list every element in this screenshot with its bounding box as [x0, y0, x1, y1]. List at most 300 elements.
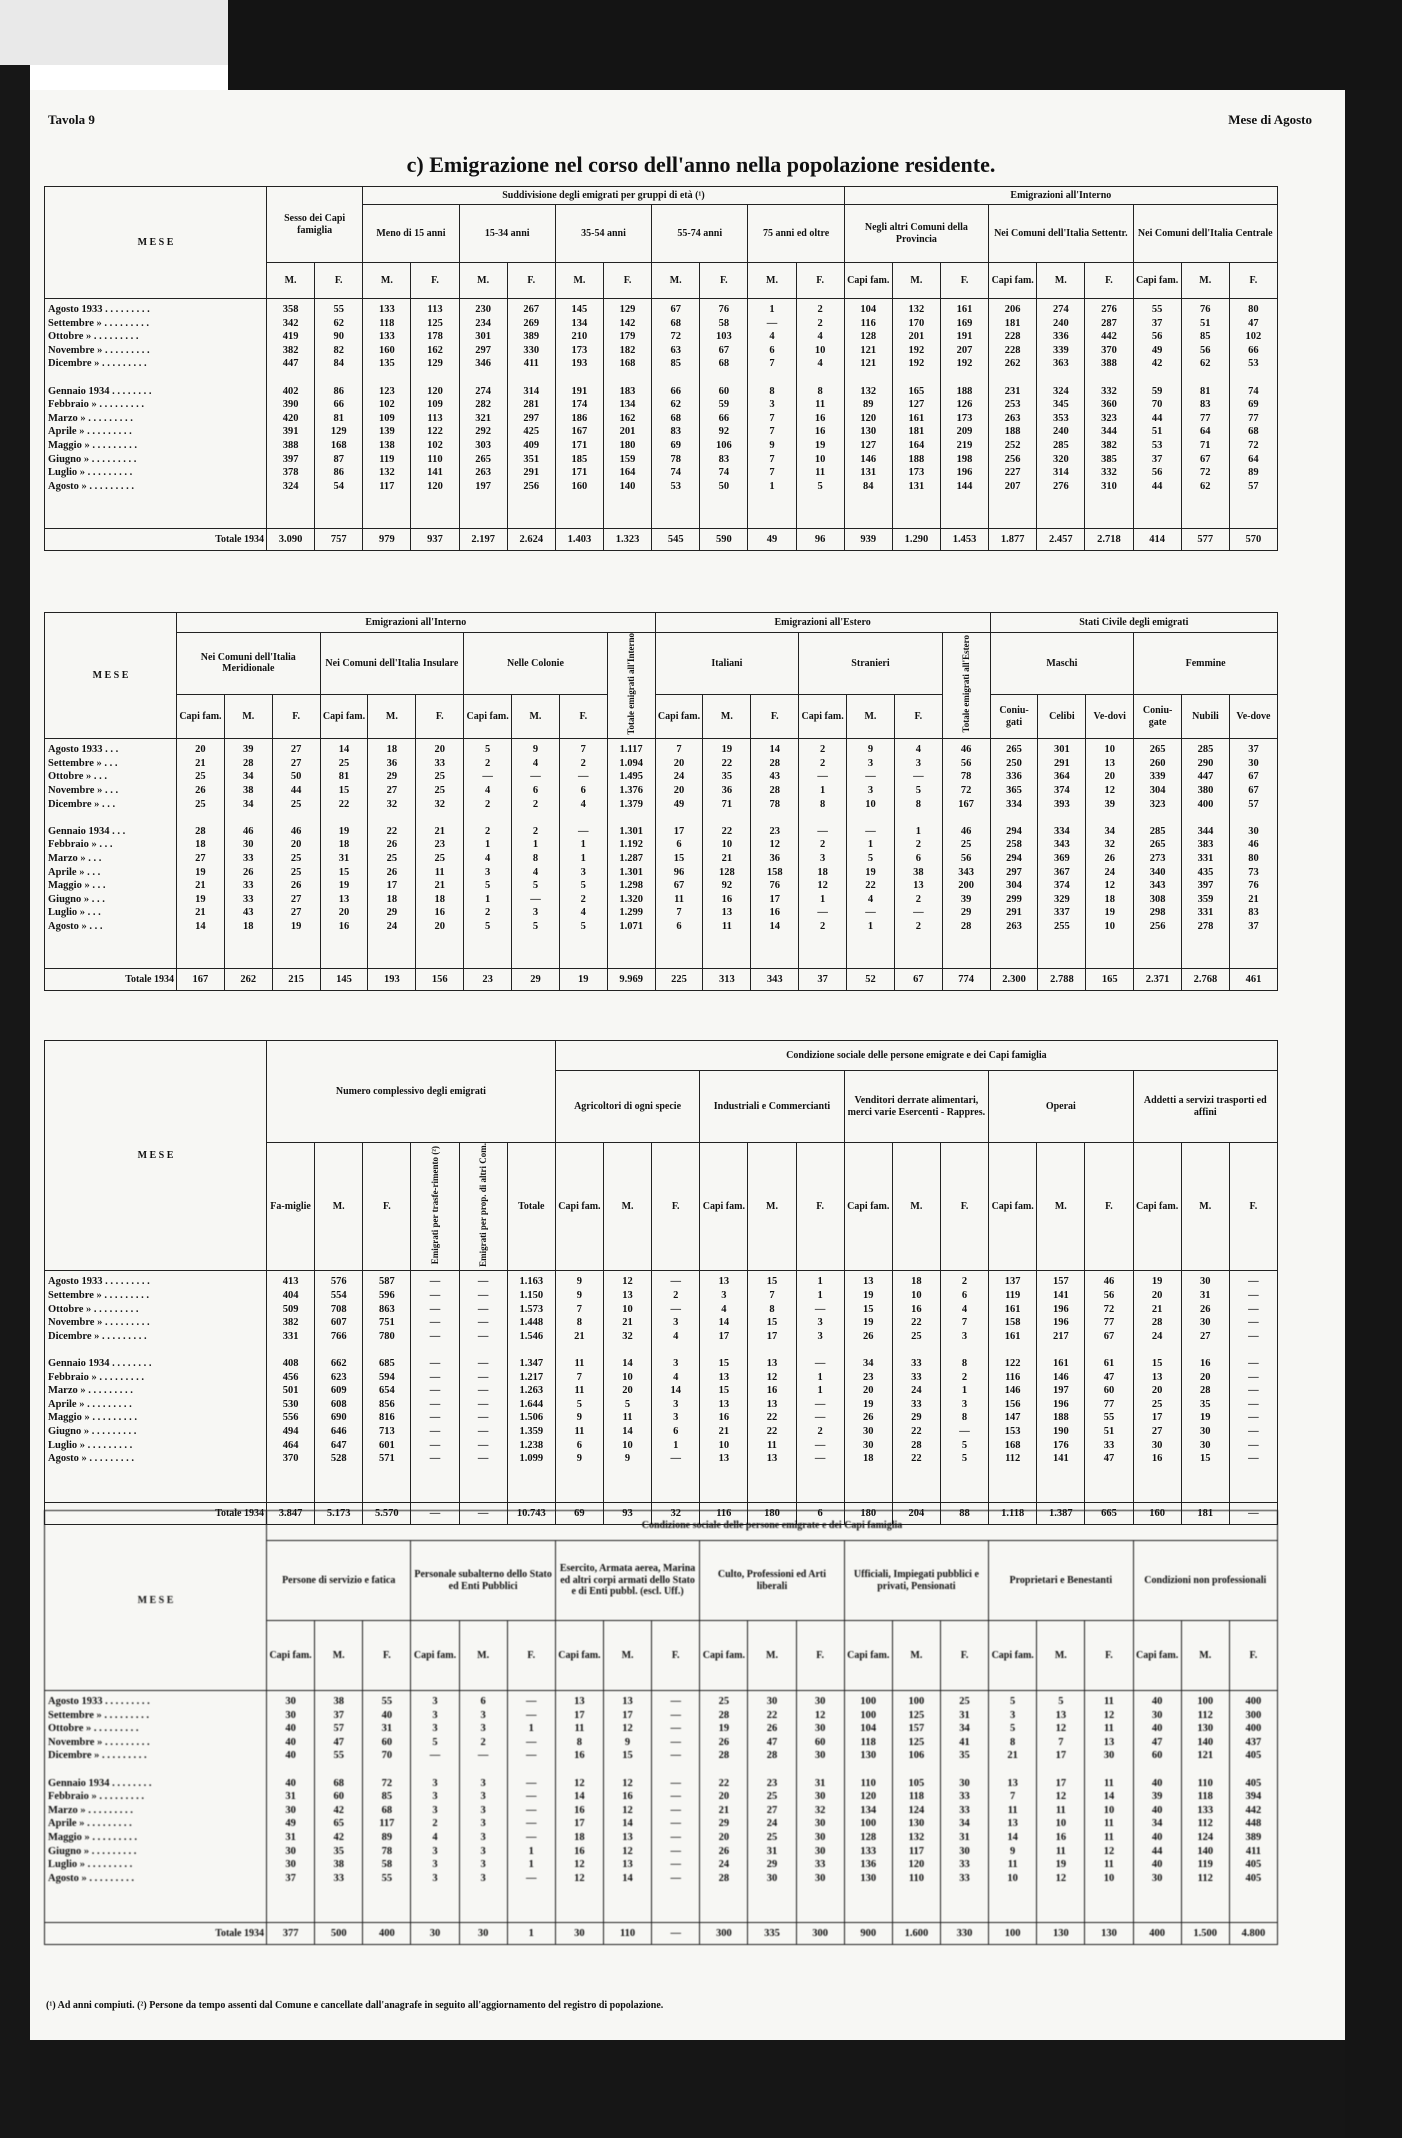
total-cell: 377: [267, 1923, 315, 1945]
data-column: 55 62 90 82 84 86 66 81 129 168 87 86 54: [315, 299, 363, 529]
total-cell: 500: [315, 1923, 363, 1945]
total-cell: 335: [748, 1923, 796, 1945]
col-f: F.: [272, 694, 320, 738]
data-column: 40 30 40 47 60 40 39 40 34 40 44 40 30: [1133, 1691, 1181, 1923]
col-capi: Capi fam.: [1133, 1621, 1181, 1691]
col-f: F.: [411, 263, 459, 299]
owners-header: Proprietari e Benestanti: [989, 1541, 1133, 1621]
col-capi: Capi fam.: [464, 694, 512, 738]
total-cell: 167: [177, 969, 225, 991]
col-capi: Capi fam.: [844, 263, 892, 299]
col-f: F.: [1229, 1143, 1277, 1271]
dest-province: Negli altri Comuni della Provincia: [844, 205, 988, 263]
table-age-groups: [44, 186, 1278, 551]
scan-border-right: [1345, 90, 1402, 2138]
total-cell: 2.788: [1038, 969, 1086, 991]
data-column: 80 47 102 66 53 74 69 77 68 72 64 89 57: [1229, 299, 1277, 529]
total-row: [45, 529, 1278, 551]
data-column: 76 51 85 56 62 81 83 77 64 71 67 72 62: [1181, 299, 1229, 529]
col-m: M.: [1037, 1143, 1085, 1271]
col-m: M.: [1181, 1621, 1229, 1691]
data-column: 285 290 447 380 400 344 383 331 435 397 359 331 278: [1182, 739, 1230, 969]
month-header: Mese di Agosto: [1228, 112, 1312, 127]
data-column: 4 3 — 5 8 1 2 6 38 13 2 — 2: [894, 739, 942, 969]
data-column: 76 58 103 67 68 60 59 66 92 106 83 74 50: [700, 299, 748, 529]
data-column: 358 342 419 382 447 402 390 420 391 388 397 378 324: [267, 299, 315, 529]
data-column: 15 7 8 15 17 13 12 16 13 22 22 11 13: [748, 1271, 796, 1503]
col-f: F.: [796, 1143, 844, 1271]
data-row: [45, 739, 1278, 969]
dest-colonies: Nelle Colonie: [464, 633, 608, 695]
total-cell: 939: [844, 529, 892, 551]
col-capi: Capi fam.: [411, 1621, 459, 1691]
dest-south: Nei Comuni dell'Italia Meridionale: [177, 633, 321, 695]
nonprofessional-header: Condizioni non professionali: [1133, 1541, 1277, 1621]
data-column: 576 554 708 607 766 662 623 609 608 690 646 647 528: [315, 1271, 363, 1503]
professions-header: Culto, Professioni ed Arti liberali: [700, 1541, 844, 1621]
data-column: — — — — — — — — — — — — —: [1229, 1271, 1277, 1503]
total-cell: 400: [1133, 1923, 1181, 1945]
data-column: 6 3 3 2 — 3 3 3 3 3 3 3 3: [459, 1691, 507, 1923]
total-cell: 313: [703, 969, 751, 991]
total-cell: 2.768: [1182, 969, 1230, 991]
total-cell: 570: [1229, 529, 1277, 551]
total-cell: 3.090: [267, 529, 315, 551]
industrialists-header: Industriali e Commercianti: [700, 1071, 844, 1143]
total-cell: 2.718: [1085, 529, 1133, 551]
total-cell: 110: [603, 1923, 651, 1945]
col-m: M.: [703, 694, 751, 738]
col-f: F.: [363, 1621, 411, 1691]
mese-header: M E S E: [45, 1511, 267, 1691]
col-capi: Capi fam.: [267, 1621, 315, 1691]
data-column: 13 17 11 8 16 12 14 16 17 18 16 12 12: [555, 1691, 603, 1923]
col-capi: Capi fam.: [555, 1621, 603, 1691]
col-f: F.: [652, 1621, 700, 1691]
total-cell: 32: [652, 1503, 700, 1525]
col-married: Coniu-gati: [990, 694, 1038, 738]
total-cell: 30: [459, 1923, 507, 1945]
total-cell: 1.877: [989, 529, 1037, 551]
col-f: F.: [1085, 1621, 1133, 1691]
data-column: 19 22 35 36 71 22 10 21 128 92 16 13 11: [703, 739, 751, 969]
data-column: 2 2 — 1 8 — 2 3 18 12 1 — 2: [799, 739, 847, 969]
total-cell: 2.300: [990, 969, 1038, 991]
total-cell: 757: [315, 529, 363, 551]
total-cell: 1.290: [892, 529, 940, 551]
total-cell: 300: [796, 1923, 844, 1945]
mese-header: M E S E: [45, 613, 177, 739]
total-cell: 181: [1181, 1503, 1229, 1525]
col-f: F.: [940, 1143, 988, 1271]
col-f: F.: [940, 263, 988, 299]
col-m: M.: [459, 1621, 507, 1691]
total-cell: 145: [320, 969, 368, 991]
data-column: 18 10 16 22 25 33 33 24 33 29 22 28 22: [892, 1271, 940, 1503]
col-capi: Capi fam.: [844, 1143, 892, 1271]
data-column: 13 17 12 9 15 12 16 12 14 13 12 13 14: [603, 1691, 651, 1923]
col-capi: Capi fam.: [989, 1143, 1037, 1271]
col-m: M.: [555, 263, 603, 299]
farmers-header: Agricoltori di ogni specie: [555, 1071, 699, 1143]
data-column: 13 3 4 14 17 15 13 15 13 16 21 10 13: [700, 1271, 748, 1503]
col-m: M.: [1181, 263, 1229, 299]
col-f: F.: [559, 694, 607, 738]
total-cell: 414: [1133, 529, 1181, 551]
data-column: 161 169 191 207 192 188 126 173 209 219 198 196 144: [940, 299, 988, 529]
col-m: M.: [892, 1143, 940, 1271]
data-column: 46 56 78 72 167 46 25 56 343 200 39 29 28: [942, 739, 990, 969]
total-cell: 979: [363, 529, 411, 551]
foreign-emigration-header: Emigrazioni all'Estero: [655, 613, 990, 633]
total-cell: 1.403: [555, 529, 603, 551]
total-cell: 156: [416, 969, 464, 991]
data-column: 265 250 336 365 334 294 258 294 297 304 299 291 263: [990, 739, 1038, 969]
total-cell: 665: [1085, 1503, 1133, 1525]
col-widowed: Ve-dovi: [1086, 694, 1134, 738]
total-cell: 1.387: [1037, 1503, 1085, 1525]
col-m: M.: [748, 1143, 796, 1271]
total-cell: 180: [748, 1503, 796, 1525]
data-column: 20 21 25 26 25 28 18 27 19 21 19 21 14: [177, 739, 225, 969]
col-f: F.: [796, 263, 844, 299]
total-foreign-header: [942, 633, 990, 739]
col-capi: Capi fam.: [177, 694, 225, 738]
data-column: 46 56 72 77 67 61 47 60 77 55 51 33 47: [1085, 1271, 1133, 1503]
total-cell: 130: [1037, 1923, 1085, 1945]
data-row: [45, 1271, 1278, 1503]
total-cell: 6: [796, 1503, 844, 1525]
data-column: 37 30 67 67 57 30 46 80 73 76 21 83 37: [1229, 739, 1277, 969]
col-f: F.: [894, 694, 942, 738]
scan-border-top: [228, 0, 1402, 90]
internal-emigration-header: Emigrazioni all'Interno: [844, 187, 1277, 205]
col-f: F.: [1229, 263, 1277, 299]
total-emigrants-header: Numero complessivo degli emigrati: [267, 1041, 556, 1143]
col-capi: Capi fam.: [700, 1143, 748, 1271]
total-cell: 3.847: [267, 1503, 315, 1525]
total-cell: 461: [1229, 969, 1277, 991]
month-labels: Agosto 1933 . . . . . . . . . Settembre » . . . . . . . . . Ottobre » . . . . . . . . . Novembre » . . . . . . . . . Dicembre » . . . . . . . . . Gennaio 1934 . . . . . . . . Febbraio » . . . . . . . . . Marzo » . . . . . . . . . Aprile » . . . . . . . . . Maggio » . . . . . . . . . Giugno » . . . . . . . . . Luglio » . . . . . . . . . Agosto » . . . . . . . . .: [45, 1271, 267, 1503]
data-column: 10 13 20 12 39 34 32 26 24 12 18 19 10: [1086, 739, 1134, 969]
social-condition-header: Condizione sociale delle persone emigrate e dei Capi famiglia: [555, 1041, 1277, 1071]
total-cell: 1.453: [940, 529, 988, 551]
col-f: F.: [940, 1621, 988, 1691]
total-label: Totale 1934: [45, 1923, 267, 1945]
data-column: 132 170 201 192 192 165 127 161 181 164 188 173 131: [892, 299, 940, 529]
data-column: 5 13 12 7 17 17 12 11 10 16 11 19 12: [1037, 1691, 1085, 1923]
total-cell: 577: [1181, 529, 1229, 551]
total-cell: 900: [844, 1923, 892, 1945]
col-m: M.: [1037, 1621, 1085, 1691]
table-destinations-civil-status: [44, 612, 1278, 991]
data-column: 67 68 72 63 85 66 62 68 83 69 78 74 53: [652, 299, 700, 529]
sub-header-row: [45, 694, 1278, 738]
data-column: 25 28 19 26 28 22 20 21 29 20 26 24 28: [700, 1691, 748, 1923]
total-cell: 160: [1133, 1503, 1181, 1525]
col-m: M.: [892, 263, 940, 299]
total-cell: 225: [655, 969, 703, 991]
col-m: M.: [368, 694, 416, 738]
proposal-label: Emigrati per prop. di altri Com.: [477, 1143, 488, 1267]
italians-header: Italiani: [655, 633, 799, 695]
total-cell: 262: [224, 969, 272, 991]
data-column: — — — — — — — — — — — — —: [652, 1691, 700, 1923]
data-column: 14 25 81 15 22 19 18 31 15 19 13 20 16: [320, 739, 368, 969]
col-capi: Capi fam.: [1133, 1143, 1181, 1271]
col-proposal: [459, 1143, 507, 1271]
total-cell: 88: [940, 1503, 988, 1525]
col-capi: Capi fam.: [320, 694, 368, 738]
col-m: M.: [363, 263, 411, 299]
age-15-34: 15-34 anni: [459, 205, 555, 263]
total-cell: 10.743: [507, 1503, 555, 1525]
sex-header: Sesso dei Capi famiglia: [267, 187, 363, 263]
total-cell: 30: [555, 1923, 603, 1945]
footnotes: (¹) Ad anni compiuti. (²) Persone da tempo assenti dal Comune e cancellate dall'anagrafe in seguito all'aggiornamento del registro di popolazione.: [46, 2000, 664, 2011]
total-cell: 5.570: [363, 1503, 411, 1525]
data-column: 206 181 228 228 262 231 253 263 188 252 256 227 207: [989, 299, 1037, 529]
total-cell: 1: [507, 1923, 555, 1945]
total-internal-label: Totale emigrati all'Interno: [625, 633, 636, 735]
data-column: 274 240 336 339 363 324 345 353 240 285 320 314 276: [1037, 299, 1085, 529]
data-column: 413 404 509 382 331 408 456 501 530 556 494 464 370: [267, 1271, 315, 1503]
data-column: 3 3 3 5 — 3 3 3 2 4 3 3 3: [411, 1691, 459, 1923]
data-column: 100 125 157 125 106 105 118 124 130 132 117 120 110: [892, 1691, 940, 1923]
data-column: 27 27 50 44 25 46 20 25 25 26 27 27 19: [272, 739, 320, 969]
col-f: F.: [796, 1621, 844, 1691]
total-cell: 545: [652, 529, 700, 551]
scan-border-left: [0, 65, 30, 2138]
col-capi: Capi fam.: [989, 263, 1037, 299]
data-column: 7 20 24 20 49 17 6 15 96 67 11 7 6: [655, 739, 703, 969]
transfer-label: Emigrati per trasfe-rimento (²): [429, 1145, 440, 1265]
data-column: 230 234 301 297 346 274 282 321 292 303 265 263 197: [459, 299, 507, 529]
col-married-f: Coniu-gate: [1134, 694, 1182, 738]
dest-islands: Nei Comuni dell'Italia Insulare: [320, 633, 464, 695]
col-capi: Capi fam.: [655, 694, 703, 738]
civil-status-header: Stati Civile degli emigrati: [990, 613, 1277, 633]
total-cell: 116: [700, 1503, 748, 1525]
data-column: 30 30 40 40 40 40 31 30 49 31 30 30 37: [267, 1691, 315, 1923]
data-column: 55 40 31 60 70 72 85 68 117 89 78 58 55: [363, 1691, 411, 1923]
data-column: 30 22 26 47 28 23 25 27 24 25 31 29 30: [748, 1691, 796, 1923]
col-m: M.: [267, 263, 315, 299]
data-column: 39 28 34 38 34 46 30 33 26 33 33 43 18: [224, 739, 272, 969]
total-cell: 69: [555, 1503, 603, 1525]
total-cell: 96: [796, 529, 844, 551]
col-f: F.: [363, 1143, 411, 1271]
total-cell: —: [459, 1503, 507, 1525]
total-cell: 37: [799, 969, 847, 991]
transport-header: Addetti a servizi trasporti ed affini: [1133, 1071, 1277, 1143]
total-label: Totale 1934: [45, 1503, 267, 1525]
data-column: 14 28 43 28 78 23 12 36 158 76 17 16 14: [751, 739, 799, 969]
total-cell: 100: [989, 1923, 1037, 1945]
col-m: M.: [748, 263, 796, 299]
total-cell: 29: [512, 969, 560, 991]
dest-central: Nei Comuni dell'Italia Centrale: [1133, 205, 1277, 263]
col-f: F.: [315, 263, 363, 299]
col-widowed-f: Ve-dove: [1229, 694, 1277, 738]
col-f: F.: [652, 1143, 700, 1271]
data-column: 5 2 — 4 2 2 1 4 3 5 1 2 5: [464, 739, 512, 969]
data-column: 1.117 1.094 1.495 1.376 1.379 1.301 1.192 1.287 1.301 1.298 1.320 1.299 1.071: [607, 739, 655, 969]
col-m: M.: [1181, 1143, 1229, 1271]
data-column: 104 116 128 121 121 132 89 120 130 127 146 131 84: [844, 299, 892, 529]
total-cell: 330: [940, 1923, 988, 1945]
col-capi: Capi fam.: [989, 1621, 1037, 1691]
month-labels: Agosto 1933 . . . Settembre » . . . Ottobre » . . . Novembre » . . . Dicembre » . . . Gennaio 1934 . . . Febbraio » . . . Marzo » . . . Aprile » . . . Maggio » . . . Giugno » . . . Luglio » . . . Agosto » . . .: [45, 739, 177, 969]
internal-emigration-header: Emigrazioni all'Interno: [177, 613, 656, 633]
data-column: — 2 — 3 4 3 4 14 3 3 6 1 —: [652, 1271, 700, 1503]
col-m: M.: [1037, 263, 1085, 299]
total-cell: 2.457: [1037, 529, 1085, 551]
data-column: — — — — — — — — — — — — —: [459, 1271, 507, 1503]
col-m: M.: [748, 1621, 796, 1691]
total-cell: 19: [559, 969, 607, 991]
col-m: M.: [603, 1143, 651, 1271]
col-m: M.: [603, 1621, 651, 1691]
scan-margin-top-left: [0, 0, 228, 65]
total-cell: 130: [1085, 1923, 1133, 1945]
sellers-header: Venditori derrate alimentari, merci varie Esercenti - Rappres.: [844, 1071, 988, 1143]
total-cell: 193: [368, 969, 416, 991]
mese-header: M E S E: [45, 187, 267, 299]
col-f: F.: [700, 263, 748, 299]
social-condition-header: Condizione sociale delle persone emigrate e dei Capi famiglia: [267, 1511, 1278, 1541]
total-internal-header: [607, 633, 655, 739]
army-header: Esercito, Armata aerea, Marina ed altri corpi armati dello Stato e di Enti pubbl. (escl. Uff.): [555, 1541, 699, 1621]
data-column: 133 118 133 160 135 123 102 109 139 138 119 132 117: [363, 299, 411, 529]
col-f: F.: [603, 263, 651, 299]
data-column: 18 36 29 27 32 22 26 25 26 17 18 29 24: [368, 739, 416, 969]
total-cell: 5.173: [315, 1503, 363, 1525]
officials-header: Ufficiali, Impiegati pubblici e privati, Pensionati: [844, 1541, 988, 1621]
subaltern-header: Personale subalterno dello Stato ed Enti Pubblici: [411, 1541, 555, 1621]
age-35-54: 35-54 anni: [555, 205, 651, 263]
data-row: [45, 1691, 1278, 1923]
total-foreign-label: Totale emigrati all'Estero: [961, 635, 971, 733]
data-column: 19 20 21 28 24 15 13 20 25 17 27 30 16: [1133, 1271, 1181, 1503]
total-cell: 215: [272, 969, 320, 991]
data-row: [45, 299, 1278, 529]
col-m: M.: [459, 263, 507, 299]
total-cell: 590: [700, 529, 748, 551]
col-m: M.: [224, 694, 272, 738]
col-m: M.: [652, 263, 700, 299]
col-total: Totale: [507, 1143, 555, 1271]
col-capi: Capi fam.: [799, 694, 847, 738]
col-capi: Capi fam.: [844, 1621, 892, 1691]
col-single-f: Nubili: [1182, 694, 1230, 738]
data-column: 30 31 26 30 27 16 20 28 35 19 30 30 15: [1181, 1271, 1229, 1503]
data-column: 7 2 — 6 4 — 1 1 3 5 2 4 5: [559, 739, 607, 969]
total-cell: —: [652, 1923, 700, 1945]
data-column: 1 1 — 3 3 — 1 1 — — 2 — —: [796, 1271, 844, 1503]
col-f: F.: [1085, 263, 1133, 299]
data-column: 9 3 — 3 10 — 1 5 19 22 4 — 1: [847, 739, 895, 969]
col-f: F.: [507, 263, 555, 299]
data-column: 9 4 — 6 2 2 1 8 4 5 — 3 5: [512, 739, 560, 969]
data-column: 276 287 442 370 388 332 360 323 344 382 385 332 310: [1085, 299, 1133, 529]
data-column: — — — — — — — — — — — — —: [411, 1271, 459, 1503]
data-column: 301 291 364 374 393 334 343 369 367 374 329 337 255: [1038, 739, 1086, 969]
data-column: 100 112 130 140 121 110 118 133 112 124 140 119 112: [1181, 1691, 1229, 1923]
total-cell: —: [1229, 1503, 1277, 1525]
total-cell: 2.371: [1134, 969, 1182, 991]
total-cell: 9.969: [607, 969, 655, 991]
age-75-plus: 75 anni ed oltre: [748, 205, 844, 263]
data-column: 113 125 178 162 129 120 109 113 122 102 110 141 120: [411, 299, 459, 529]
col-f: F.: [507, 1621, 555, 1691]
total-cell: 67: [894, 969, 942, 991]
col-f: F.: [416, 694, 464, 738]
data-column: 55 37 56 49 42 59 70 44 51 53 37 56 44: [1133, 299, 1181, 529]
data-column: 157 141 196 196 217 161 146 197 196 188 190 176 141: [1037, 1271, 1085, 1503]
total-cell: 400: [363, 1923, 411, 1945]
data-column: 9 9 7 8 21 11 7 11 5 9 11 6 9: [555, 1271, 603, 1503]
total-label: Totale 1934: [45, 969, 177, 991]
col-m: M.: [512, 694, 560, 738]
month-labels: Agosto 1933 . . . . . . . . . Settembre » . . . . . . . . . Ottobre » . . . . . . . . . Novembre » . . . . . . . . . Dicembre » . . . . . . . . . Gennaio 1934 . . . . . . . . Febbraio » . . . . . . . . . Marzo » . . . . . . . . . Aprile » . . . . . . . . . Maggio » . . . . . . . . . Giugno » . . . . . . . . . Luglio » . . . . . . . . . Agosto » . . . . . . . . .: [45, 299, 267, 529]
dest-north: Nei Comuni dell'Italia Settentr.: [989, 205, 1133, 263]
col-m: M.: [315, 1621, 363, 1691]
data-column: 145 134 210 173 193 191 174 186 167 171 185 171 160: [555, 299, 603, 529]
data-column: 400 300 400 437 405 405 394 442 448 389 411 405 405: [1229, 1691, 1277, 1923]
data-column: 267 269 389 330 411 314 281 297 425 409 351 291 256: [507, 299, 555, 529]
col-m: M.: [315, 1143, 363, 1271]
data-column: 5 3 5 8 21 13 7 11 13 14 9 11 10: [989, 1691, 1037, 1923]
total-cell: 300: [700, 1923, 748, 1945]
col-capi: Capi fam.: [700, 1621, 748, 1691]
data-column: 25 31 34 41 35 30 33 33 34 31 30 33 33: [940, 1691, 988, 1923]
total-cell: 49: [748, 529, 796, 551]
month-labels: Agosto 1933 . . . . . . . . . Settembre » . . . . . . . . . Ottobre » . . . . . . . . . Novembre » . . . . . . . . . Dicembre » . . . . . . . . . Gennaio 1934 . . . . . . . . Febbraio » . . . . . . . . . Marzo » . . . . . . . . . Aprile » . . . . . . . . . Maggio » . . . . . . . . . Giugno » . . . . . . . . . Luglio » . . . . . . . . . Agosto » . . . . . . . . .: [45, 1691, 267, 1923]
total-cell: 204: [892, 1503, 940, 1525]
total-cell: 4.800: [1229, 1923, 1277, 1945]
mese-header: M E S E: [45, 1041, 267, 1271]
data-column: 13 19 15 19 26 34 23 20 19 26 30 30 18: [844, 1271, 892, 1503]
col-f: F.: [1229, 1621, 1277, 1691]
col-f: F.: [1085, 1143, 1133, 1271]
total-cell: 937: [411, 529, 459, 551]
females-header: Femmine: [1134, 633, 1278, 695]
data-column: 100 100 104 118 130 110 120 134 100 128 133 136 130: [844, 1691, 892, 1923]
data-column: 12 13 10 21 32 14 10 20 5 11 14 10 9: [603, 1271, 651, 1503]
total-cell: 2.197: [459, 529, 507, 551]
age-55-74: 55-74 anni: [652, 205, 748, 263]
data-column: 11 12 11 13 30 11 14 10 11 11 12 11 10: [1085, 1691, 1133, 1923]
table-social-condition-1: [44, 1040, 1278, 1525]
total-cell: 1.500: [1181, 1923, 1229, 1945]
total-row: [45, 969, 1278, 991]
total-cell: 23: [464, 969, 512, 991]
data-column: — — 1 — — — — — — — 1 1 —: [507, 1691, 555, 1923]
age-under15: Meno di 15 anni: [363, 205, 459, 263]
data-column: 1 — 4 6 7 8 3 7 7 9 7 7 1: [748, 299, 796, 529]
total-cell: 2.624: [507, 529, 555, 551]
total-cell: 774: [942, 969, 990, 991]
scan-border-bottom: [30, 2040, 1345, 2138]
total-cell: 93: [603, 1503, 651, 1525]
total-label: Totale 1934: [45, 529, 267, 551]
total-cell: 165: [1086, 969, 1134, 991]
col-transfer: [411, 1143, 459, 1271]
servants-header: Persone di servizio e fatica: [267, 1541, 411, 1621]
males-header: Maschi: [990, 633, 1134, 695]
workers-header: Operai: [989, 1071, 1133, 1143]
